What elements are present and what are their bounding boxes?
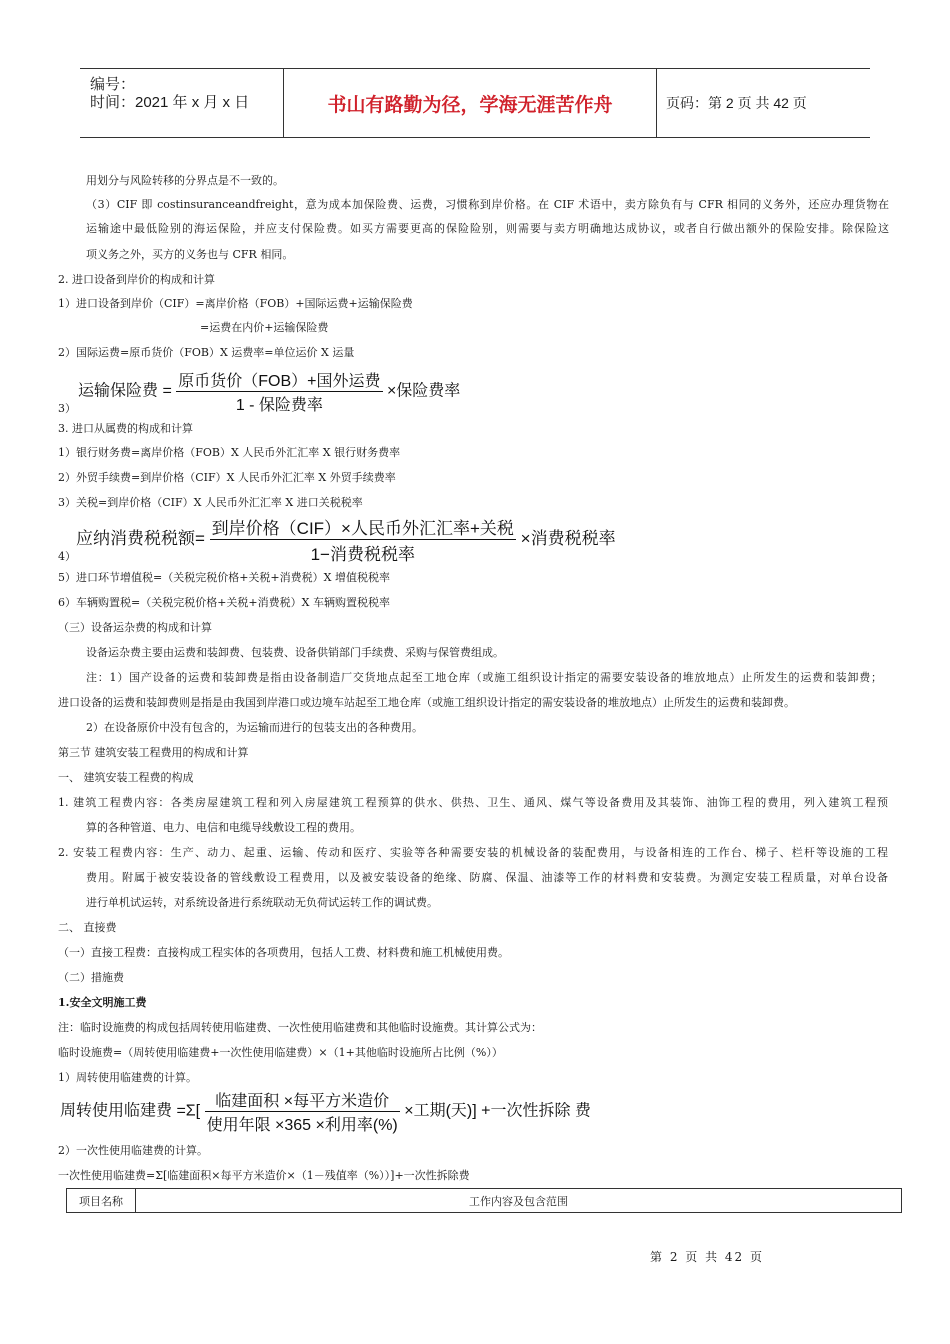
body-line: 1）进口设备到岸价（CIF）=离岸价格（FOB）+国际运费+运输保险费	[58, 297, 413, 310]
page-header	[80, 68, 870, 138]
subsection-heading: 1.安全文明施工费	[58, 996, 147, 1009]
header-meta	[80, 69, 284, 137]
section-heading: 3. 进口从属费的构成和计算	[58, 422, 193, 435]
body-line: 1）周转使用临建费的计算。	[58, 1071, 197, 1084]
formula-temporary-facility	[60, 1088, 591, 1135]
body-line: 5）进口环节增值税=（关税完税价格+关税+消费税）X 增值税税率	[58, 571, 390, 584]
table-header-item-name: 项目名称	[67, 1189, 136, 1212]
formula-fraction	[205, 1088, 400, 1135]
body-line: 3）关税=到岸价格（CIF）X 人民币外汇汇率 X 进口关税税率	[58, 496, 363, 509]
formula-tail: ×保险费率	[386, 382, 461, 400]
list-item: 1. 建筑工程费内容：各类房屋建筑工程和列入房屋建筑工程预算的供水、供热、卫生、通风、煤气等设备费用及其装饰、油饰工程的费用，列入建筑工程预	[58, 796, 888, 809]
body-line: 2）外贸手续费=到岸价格（CIF）X 人民币外汇汇率 X 外贸手续费率	[58, 471, 396, 484]
section-heading: 二、 直接费	[58, 921, 117, 934]
list-item: 算的各种管道、电力、电信和电缆导线敷设工程的费用。	[86, 821, 361, 834]
body-line: 注：1）国产设备的运费和装卸费是指由设备制造厂交货地点起至工地仓库（或施工组织设计指定的需要安装设备的堆放地点）止所发生的运费和装卸费；	[86, 671, 882, 684]
formula-fraction	[210, 514, 516, 565]
list-item: 费用。附属于被安装设备的管线敷设工程费用，以及被安装设备的绝缘、防腐、保温、油漆等工作的材料费和安装费。为测定安装工程质量，对单台设备	[86, 871, 888, 884]
formula-lhs: 运输保险费 =	[78, 382, 172, 400]
formula-denominator: 1 - 保险费率	[235, 397, 323, 414]
section-heading: （二）措施费	[58, 971, 124, 984]
body-line: 一次性使用临建费=Σ[临建面积×每平方米造价×（1－残值率（%））]+一次性拆除费	[58, 1169, 470, 1182]
header-page-number: 页码：第 2 页 共 42 页	[666, 95, 807, 111]
page-footer: 第 2 页 共 42 页	[650, 1250, 764, 1264]
formula-numerator: 原币货价（FOB）+国外运费	[176, 368, 382, 392]
formula-denominator: 使用年限 ×365 ×利用率(%)	[206, 1117, 398, 1134]
body-line: 2）在设备原价中没有包含的，为运输而进行的包装支出的各种费用。	[86, 721, 423, 734]
formula-lhs: 周转使用临建费 =Σ[	[60, 1102, 201, 1120]
formula-tail: ×消费税税率	[520, 528, 616, 548]
formula-numerator: 临建面积 ×每平方米造价	[205, 1088, 400, 1112]
formula-lhs: 应纳消费税税额=	[76, 528, 205, 548]
body-line: 2）一次性使用临建费的计算。	[58, 1144, 208, 1157]
section-heading: 第三节 建筑安装工程费用的构成和计算	[58, 746, 249, 759]
body-line: 3）	[58, 402, 76, 415]
list-item: 2. 安装工程费内容：生产、动力、起重、运输、传动和医疗、实验等各种需要安装的机械设备的装配费用，与设备相连的工作台、梯子、栏杆等设施的工程	[58, 846, 888, 859]
table-header-scope: 工作内容及包含范围	[469, 1194, 568, 1208]
section-heading: 2. 进口设备到岸价的构成和计算	[58, 273, 215, 286]
list-item: 进行单机试运转，对系统设备进行系统联动无负荷试运转工作的调试费。	[86, 896, 438, 909]
formula-tail: ×工期(天)] +一次性拆除 费	[404, 1102, 591, 1120]
header-date: 时间：2021 年 x 月 x 日	[90, 94, 250, 111]
body-line: 设备运杂费主要由运费和装卸费、包装费、设备供销部门手续费、采购与保管费组成。	[86, 646, 504, 659]
body-line: 6）车辆购置税=（关税完税价格+关税+消费税）X 车辆购置税税率	[58, 596, 390, 609]
body-line: （一）直接工程费：直接构成工程实体的各项费用，包括人工费、材料费和施工机械使用费。	[58, 946, 509, 959]
body-line: 2）国际运费=原币货价（FOB）X 运费率=单位运价 X 运量	[58, 346, 355, 359]
body-line: =运费在内价+运输保险费	[200, 321, 329, 334]
formula-consumption-tax	[76, 514, 616, 565]
body-line: 运输途中最低险别的海运保险，并应支付保险费。如买方需要更高的保险险别，则需要与卖方明确地达成协议，或者自行做出额外的保险安排。除保险这	[86, 222, 889, 235]
body-line: 进口设备的运费和装卸费则是指是由我国到岸港口或边境车站起至工地仓库（或施工组织设计指定的需安装设备的堆放地点）止所发生的运费和装卸费。	[58, 696, 795, 709]
scope-table	[66, 1188, 902, 1213]
section-heading: （三）设备运杂费的构成和计算	[58, 621, 212, 634]
section-heading: 一、 建筑安装工程费的构成	[58, 771, 194, 784]
header-number: 编号：	[90, 76, 136, 93]
formula-denominator: 1−消费税税率	[310, 545, 415, 564]
formula-numerator: 到岸价格（CIF）×人民币外汇汇率+关税	[210, 514, 516, 540]
formula-fraction	[176, 368, 382, 415]
body-line: 临时设施费=（周转使用临建费+一次性使用临建费）×（1+其他临时设施所占比例（%））	[58, 1046, 503, 1059]
formula-insurance-fee	[78, 368, 460, 415]
header-motto: 书山有路勤为径，学海无涯苦作舟	[284, 69, 657, 137]
body-line: （3）CIF 即 costinsuranceandfreight，意为成本加保险费、运费，习惯称到岸价格。在 CIF 术语中，卖方除负有与 CFR 相同的义务外，还应办理货物在	[86, 198, 889, 211]
body-line: 项义务之外，买方的义务也与 CFR 相同。	[86, 248, 294, 261]
body-line: 4）	[58, 550, 76, 563]
body-line: 用划分与风险转移的分界点是不一致的。	[86, 174, 284, 187]
body-line: 1）银行财务费=离岸价格（FOB）X 人民币外汇汇率 X 银行财务费率	[58, 446, 401, 459]
body-line: 注：临时设施费的构成包括周转使用临建费、一次性使用临建费和其他临时设施费。其计算公式为：	[58, 1021, 542, 1034]
